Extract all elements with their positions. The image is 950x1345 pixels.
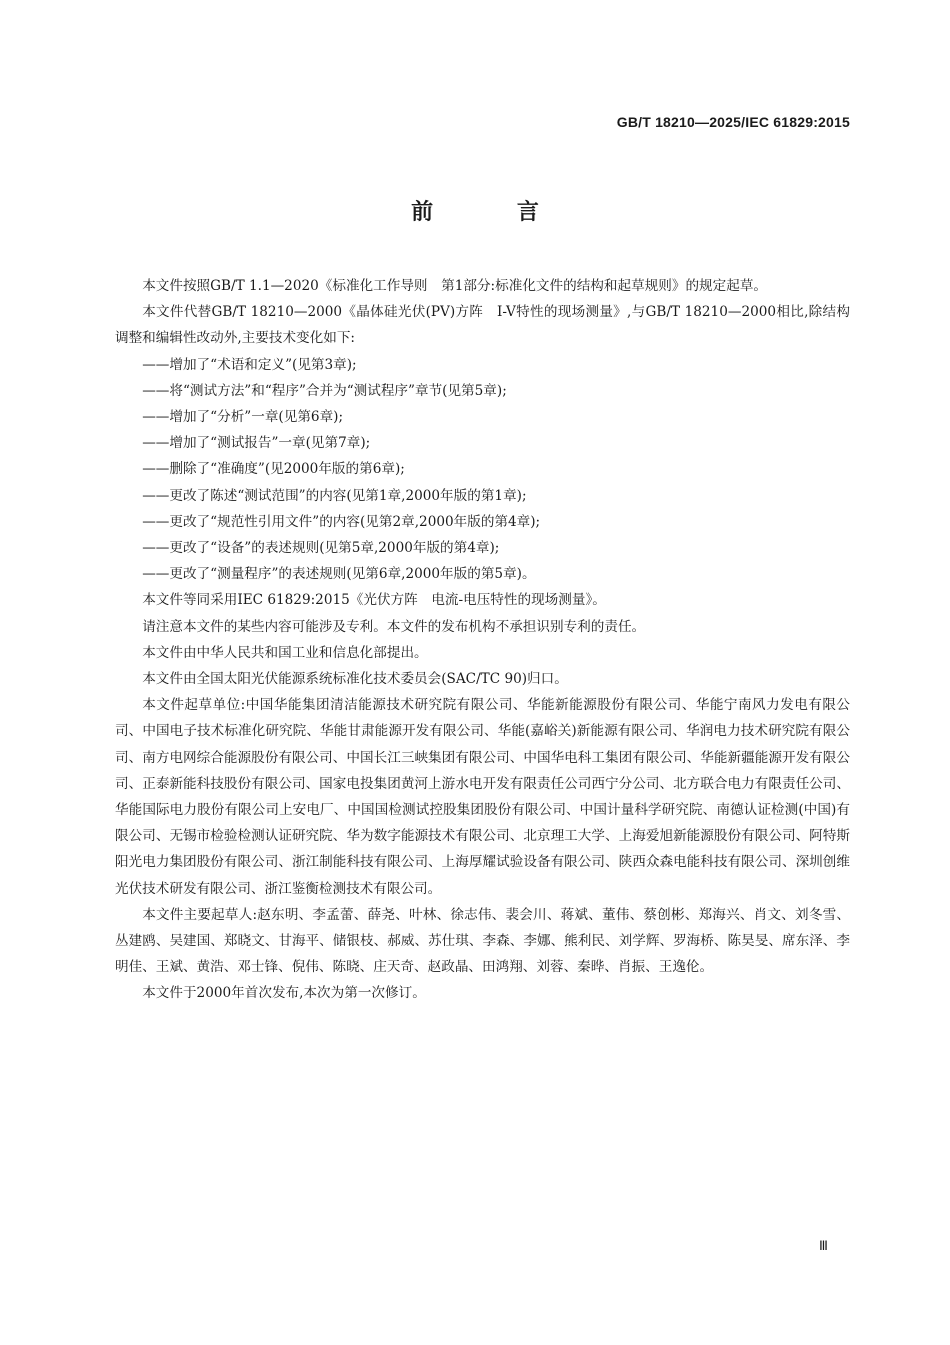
list-item: ——增加了“测试报告”一章(见第7章); [142,435,371,452]
list-item: ——更改了陈述“测试范围”的内容(见第1章,2000年版的第1章); [142,487,527,504]
paragraph-history: 本文件于2000年首次发布,本次为第一次修订。 [142,985,426,1002]
document-body [115,273,850,1007]
page-number: Ⅲ [819,1238,828,1253]
paragraph-proposer: 本文件由中华人民共和国工业和信息化部提出。 [142,644,428,661]
paragraph-patent-notice: 请注意本文件的某些内容可能涉及专利。本文件的发布机构不承担识别专利的责任。 [142,618,646,635]
paragraph-adoption: 本文件等同采用IEC 61829:2015《光伏方阵 电流-电压特性的现场测量》。 [142,592,606,609]
list-item: ——将“测试方法”和“程序”合并为“测试程序”章节(见第5章); [142,382,507,399]
paragraph-drafting-rules: 本文件按照GB/T 1.1—2020《标准化工作导则 第1部分:标准化文件的结构和起草规则》的规定起草。 [142,278,768,294]
standard-code-header: GB/T 18210—2025/IEC 61829:2015 [616,114,850,130]
list-item: ——更改了“设备”的表述规则(见第5章,2000年版的第4章); [142,540,500,557]
list-item: ——更改了“测量程序”的表述规则(见第6章,2000年版的第5章)。 [142,566,536,583]
paragraph-committee: 本文件由全国太阳光伏能源系统标准化技术委员会(SAC/TC 90)归口。 [142,671,568,688]
list-item: ——删除了“准确度”(见2000年版的第6章); [142,461,405,478]
page-title: 前 言 [411,199,577,225]
paragraph-drafters: 本文件主要起草人:赵东明、李孟蕾、薛尧、叶林、徐志伟、裴会川、蒋斌、董伟、蔡创彬、郑海兴、肖文、刘冬雪、丛建鸥、吴建国、郑晓文、甘海平、储银枝、郝威、苏仕琪、李森、李娜、熊利民、刘学辉、罗海桥、陈昊旻、席东泽、李明佳、王斌、黄浩、邓士锋、倪伟、陈晓、庄天奇、赵政晶、田鸿翔、刘蓉、秦晔、肖振、王逸伦。 [115,906,850,976]
paragraph-replacement: 本文件代替GB/T 18210—2000《晶体硅光伏(PV)方阵 I-V特性的现场测量》,与GB/T 18210—2000相比,除结构调整和编辑性改动外,主要技术变化如下: [115,304,850,347]
list-item: ——增加了“术语和定义”(见第3章); [142,356,357,373]
list-item: ——更改了“规范性引用文件”的内容(见第2章,2000年版的第4章); [142,513,541,530]
changes-list [115,352,850,588]
paragraph-drafting-units: 本文件起草单位:中国华能集团清洁能源技术研究院有限公司、华能新能源股份有限公司、华能宁南风力发电有限公司、中国电子技术标准化研究院、华能甘肃能源开发有限公司、华能(嘉峪关)新能源有限公司、华润电力技术研究院有限公司、南方电网综合能源股份有限公司、中国长江三峡集团有限公司、中国华电科工集团有限公司、华能新疆能源开发有限公司、正泰新能科技股份有限公司、国家电投集团黄河上游水电开发有限责任公司西宁分公司、北方联合电力有限责任公司、华能国际电力股份有限公司上安电厂、中国国检测试控股集团股份有限公司、中国计量科学研究院、南德认证检测(中国)有限公司、无锡市检验检测认证研究院、华为数字能源技术有限公司、北京理工大学、上海爱旭新能源股份有限公司、阿特斯阳光电力集团股份有限公司、浙江制能科技有限公司、上海厚耀试验设备有限公司、陕西众森电能科技有限公司、深圳创维光伏技术研发有限公司、浙江鉴衡检测技术有限公司。 [115,697,850,897]
list-item: ——增加了“分析”一章(见第6章); [142,409,344,426]
